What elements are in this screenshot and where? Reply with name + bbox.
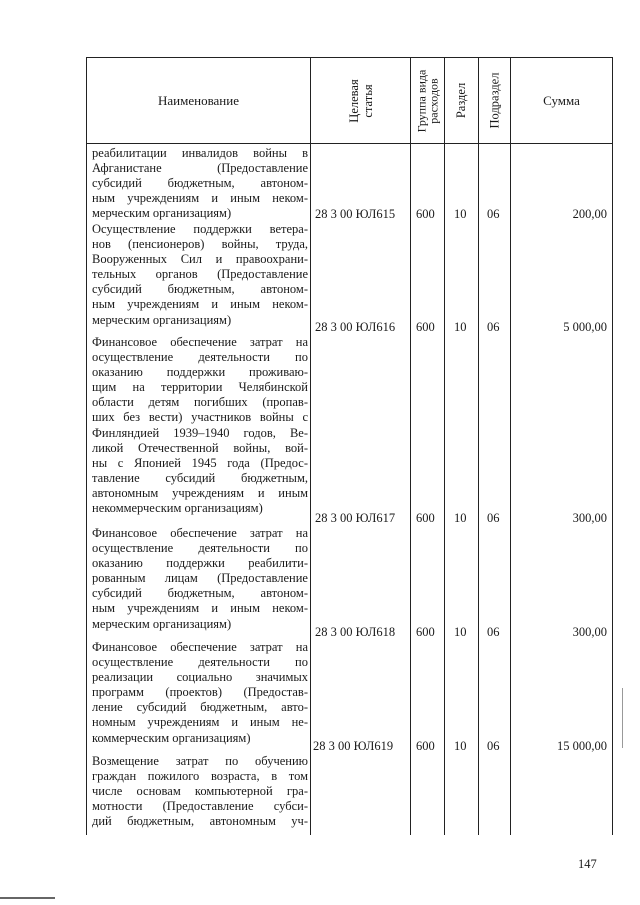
- name-line: номным учреждениям и иным не-: [92, 715, 308, 730]
- name-line: Вооруженных Сил и правоохрани-: [92, 252, 308, 267]
- name-line: программ (проектов) (Предостав-: [92, 685, 308, 700]
- name-line: осуществление деятельности по: [92, 350, 308, 365]
- name-line: ным учреждениям и иным неком-: [92, 297, 308, 312]
- row-2-subsection: 06: [487, 320, 500, 334]
- name-line: автономным учреждениям и иным: [92, 485, 308, 500]
- row-3-expense-group: 600: [416, 511, 435, 525]
- row-3-sum: 300,00: [572, 511, 607, 525]
- header-section-text: Раздел: [454, 82, 469, 119]
- table-left-border: [86, 57, 87, 835]
- scan-edge-mark: [622, 688, 623, 748]
- name-line: мотности (Предоставление субси-: [92, 799, 308, 814]
- row-1-sum: 200,00: [572, 207, 607, 221]
- row-4-sum: 300,00: [572, 625, 607, 639]
- row-1-section: 10: [454, 207, 467, 221]
- table-row-1-name: [92, 146, 308, 221]
- row-1-expense-group: 600: [416, 207, 435, 221]
- header-target-article: [311, 58, 410, 143]
- table-row-2-name: [92, 222, 308, 328]
- table-row-5-name: [92, 640, 308, 746]
- row-2-target-article: 28 3 00 ЮЛ616: [315, 320, 396, 334]
- header-section: [445, 58, 478, 143]
- table-row-3-name: [92, 335, 308, 516]
- header-bottom-border: [86, 143, 613, 144]
- table-row-6-name: [92, 754, 308, 829]
- name-line: Афганистане (Предоставление: [92, 161, 308, 176]
- name-line: тавление субсидий бюджетным,: [92, 470, 308, 485]
- column-divider-subsection: [478, 57, 479, 835]
- name-line: некоммерческим организациям): [92, 501, 263, 516]
- name-line: области детям погибших (пропав-: [92, 395, 308, 410]
- name-line: реабилитации инвалидов войны в: [92, 146, 308, 160]
- row-4-section: 10: [454, 625, 467, 639]
- header-group-line-1: Группа вида: [414, 69, 429, 132]
- column-divider-target: [310, 57, 311, 835]
- table-right-border: [612, 57, 613, 835]
- name-line: реализации социально значимых: [92, 670, 308, 685]
- header-target-text: Целевая статья: [346, 78, 375, 123]
- name-line: ны с Японией 1945 года (Предос-: [92, 455, 308, 470]
- row-4-target-article: 28 3 00 ЮЛ618: [315, 625, 396, 639]
- name-line: мерческим организациям): [92, 312, 232, 327]
- name-line: ликой Отечественной войны, вой-: [92, 440, 308, 455]
- column-divider-sum: [510, 57, 511, 835]
- name-line: Финансовое обеспечение затрат на: [92, 335, 308, 349]
- row-5-subsection: 06: [487, 739, 500, 753]
- name-line: осуществление деятельности по: [92, 655, 308, 670]
- row-5-expense-group: 600: [416, 739, 435, 753]
- name-line: Финляндией 1939–1940 годов, Ве-: [92, 425, 308, 440]
- row-3-subsection: 06: [487, 511, 500, 525]
- name-line: субсидий бюджетным, автоном-: [92, 282, 308, 297]
- row-5-sum: 15 000,00: [557, 739, 607, 753]
- header-name-text: Наименование: [158, 92, 239, 108]
- row-4-expense-group: 600: [416, 625, 435, 639]
- row-2-sum: 5 000,00: [563, 320, 607, 334]
- row-5-target-article: 28 3 00 ЮЛ619: [313, 739, 394, 753]
- name-line: ление субсидий бюджетным, авто-: [92, 700, 308, 715]
- row-1-subsection: 06: [487, 207, 500, 221]
- row-4-subsection: 06: [487, 625, 500, 639]
- column-divider-section: [444, 57, 445, 835]
- name-line: оказанию поддержки реабилити-: [92, 556, 308, 571]
- row-2-expense-group: 600: [416, 320, 435, 334]
- name-line: граждан пожилого возраста, в том: [92, 769, 308, 784]
- name-line: мерческим организациям): [92, 616, 232, 631]
- name-line: Финансовое обеспечение затрат на: [92, 640, 308, 654]
- name-line: нов (пенсионеров) войны, труда,: [92, 237, 308, 252]
- row-2-section: 10: [454, 320, 467, 334]
- header-expense-group: [411, 58, 444, 143]
- header-group-line-2: расходов: [426, 77, 441, 124]
- name-line: ших без вести) участников войны с: [92, 410, 308, 425]
- name-line: субсидий бюджетным, автоном-: [92, 176, 308, 191]
- row-1-target-article: 28 3 00 ЮЛ615: [315, 207, 396, 221]
- name-line: дий бюджетным, автономным уч-: [92, 814, 308, 829]
- header-sum: [511, 58, 612, 143]
- name-line: Финансовое обеспечение затрат на: [92, 526, 308, 540]
- name-line: коммерческим организациям): [92, 730, 251, 745]
- name-line: оказанию поддержки проживаю-: [92, 365, 308, 380]
- header-name: [87, 58, 310, 143]
- header-subsection-text: Подраздел: [487, 72, 501, 129]
- header-sum-text: Сумма: [543, 92, 580, 108]
- name-line: тельных органов (Предоставление: [92, 267, 308, 282]
- name-line: рованным лицам (Предоставление: [92, 571, 308, 586]
- table-row-4-name: [92, 526, 308, 632]
- page-number: 147: [578, 857, 597, 871]
- row-3-section: 10: [454, 511, 467, 525]
- header-subsection: [479, 58, 510, 143]
- name-line: ным учреждениям и иным неком-: [92, 601, 308, 616]
- row-3-target-article: 28 3 00 ЮЛ617: [315, 511, 396, 525]
- name-line: субсидий бюджетным, автоном-: [92, 586, 308, 601]
- name-line: осуществление деятельности по: [92, 541, 308, 556]
- name-line: Возмещение затрат по обучению: [92, 754, 308, 768]
- name-line: ным учреждениям и иным неком-: [92, 191, 308, 206]
- name-line: мерческим организациям): [92, 206, 232, 221]
- header-group-text: [416, 69, 440, 132]
- name-line: щим на территории Челябинской: [92, 380, 308, 395]
- name-line: числе основам компьютерной гра-: [92, 784, 308, 799]
- row-5-section: 10: [454, 739, 467, 753]
- column-divider-group: [410, 57, 411, 835]
- scan-edge-mark: [0, 897, 55, 899]
- name-line: Осуществление поддержки ветера-: [92, 222, 308, 236]
